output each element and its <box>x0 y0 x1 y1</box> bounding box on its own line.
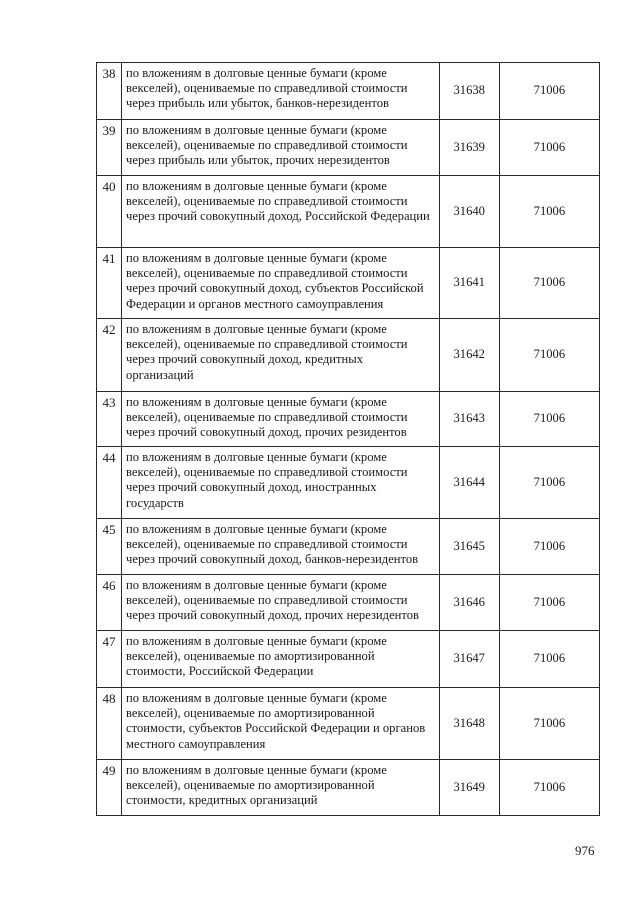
table-row <box>97 319 600 392</box>
row-number: 49 <box>97 760 122 816</box>
row-number: 38 <box>97 63 122 120</box>
row-code: 31640 <box>439 176 499 248</box>
row-account: 71006 <box>499 120 599 176</box>
row-number: 41 <box>97 248 122 319</box>
table-row <box>97 392 600 447</box>
account-table <box>96 62 600 816</box>
row-description: по вложениям в долговые ценные бумаги (кроме векселей), оцениваемые по справедливой стоимости через прочий совокупный доход, банков-нерезидентов <box>122 519 440 575</box>
row-code: 31645 <box>439 519 499 575</box>
row-description: по вложениям в долговые ценные бумаги (кроме векселей), оцениваемые по справедливой стоимости через прочий совокупный доход, Российской Федерации <box>122 176 440 248</box>
table-row <box>97 63 600 120</box>
row-description: по вложениям в долговые ценные бумаги (кроме векселей), оцениваемые по справедливой стоимости через прочий совокупный доход, субъектов Российской Федерации и органов местного самоуправления <box>122 248 440 319</box>
row-number: 40 <box>97 176 122 248</box>
row-description: по вложениям в долговые ценные бумаги (кроме векселей), оцениваемые по амортизированной стоимости, кредитных организаций <box>122 760 440 816</box>
row-account: 71006 <box>499 63 599 120</box>
table-row <box>97 519 600 575</box>
table-row <box>97 688 600 760</box>
table-row <box>97 248 600 319</box>
table-row <box>97 631 600 688</box>
table-row <box>97 176 600 248</box>
row-number: 42 <box>97 319 122 392</box>
row-number: 48 <box>97 688 122 760</box>
row-account: 71006 <box>499 760 599 816</box>
row-description: по вложениям в долговые ценные бумаги (кроме векселей), оцениваемые по амортизированной стоимости, Российской Федерации <box>122 631 440 688</box>
row-code: 31649 <box>439 760 499 816</box>
row-account: 71006 <box>499 319 599 392</box>
row-number: 39 <box>97 120 122 176</box>
row-code: 31648 <box>439 688 499 760</box>
row-code: 31642 <box>439 319 499 392</box>
row-code: 31639 <box>439 120 499 176</box>
row-code: 31638 <box>439 63 499 120</box>
row-account: 71006 <box>499 392 599 447</box>
row-code: 31643 <box>439 392 499 447</box>
row-account: 71006 <box>499 631 599 688</box>
row-number: 44 <box>97 447 122 519</box>
table-row <box>97 447 600 519</box>
row-account: 71006 <box>499 688 599 760</box>
row-code: 31646 <box>439 575 499 631</box>
row-description: по вложениям в долговые ценные бумаги (кроме векселей), оцениваемые по справедливой стоимости через прибыль или убыток, банков-нерезидентов <box>122 63 440 120</box>
row-code: 31644 <box>439 447 499 519</box>
table-row <box>97 760 600 816</box>
row-number: 43 <box>97 392 122 447</box>
row-description: по вложениям в долговые ценные бумаги (кроме векселей), оцениваемые по справедливой стоимости через прочий совокупный доход, кредитных организаций <box>122 319 440 392</box>
row-number: 46 <box>97 575 122 631</box>
page-number: 976 <box>575 843 595 858</box>
row-code: 31647 <box>439 631 499 688</box>
table-row <box>97 575 600 631</box>
row-description: по вложениям в долговые ценные бумаги (кроме векселей), оцениваемые по справедливой стоимости через прочий совокупный доход, иностранных государств <box>122 447 440 519</box>
row-number: 45 <box>97 519 122 575</box>
row-account: 71006 <box>499 248 599 319</box>
row-account: 71006 <box>499 447 599 519</box>
row-description: по вложениям в долговые ценные бумаги (кроме векселей), оцениваемые по справедливой стоимости через прибыль или убыток, прочих нерезидентов <box>122 120 440 176</box>
row-account: 71006 <box>499 519 599 575</box>
row-code: 31641 <box>439 248 499 319</box>
table-row <box>97 120 600 176</box>
row-account: 71006 <box>499 575 599 631</box>
row-description: по вложениям в долговые ценные бумаги (кроме векселей), оцениваемые по справедливой стоимости через прочий совокупный доход, прочих нерезидентов <box>122 575 440 631</box>
row-description: по вложениям в долговые ценные бумаги (кроме векселей), оцениваемые по справедливой стоимости через прочий совокупный доход, прочих резидентов <box>122 392 440 447</box>
row-description: по вложениям в долговые ценные бумаги (кроме векселей), оцениваемые по амортизированной стоимости, субъектов Российской Федерации и органов местного самоуправления <box>122 688 440 760</box>
row-number: 47 <box>97 631 122 688</box>
row-account: 71006 <box>499 176 599 248</box>
